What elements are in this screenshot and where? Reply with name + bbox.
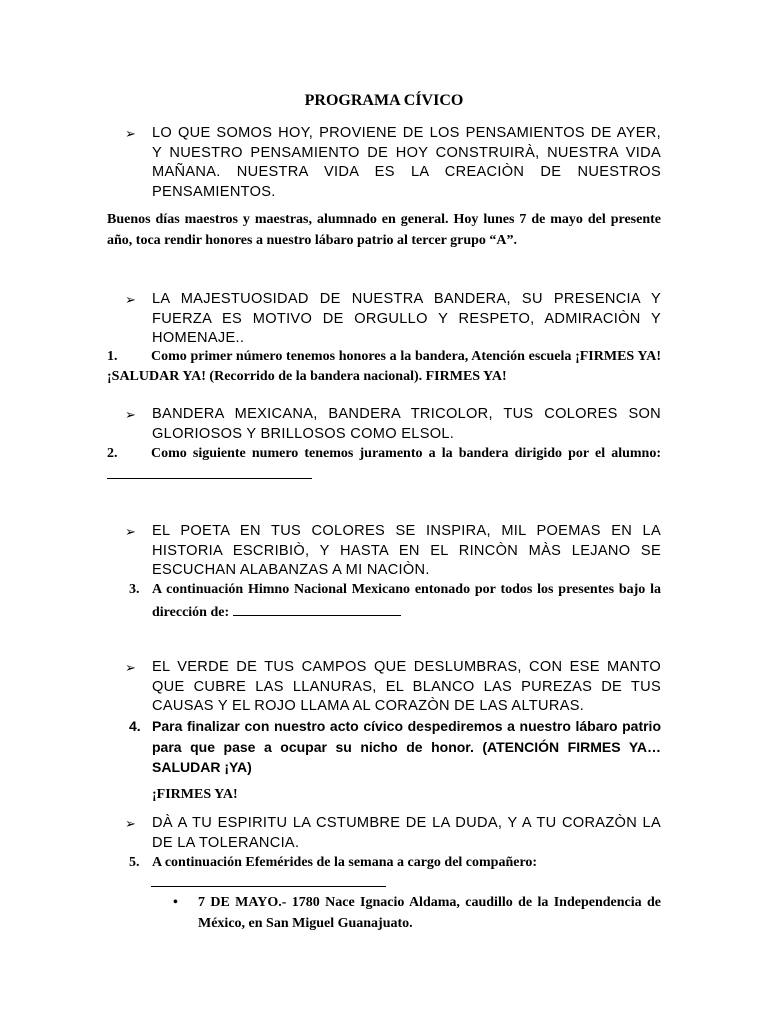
companion-blank-line [151, 886, 386, 887]
director-blank-line [233, 601, 401, 616]
bullet-item [125, 124, 661, 202]
bullet-item [125, 290, 661, 349]
efemeride-item [173, 893, 661, 934]
bullet-item [125, 658, 661, 717]
item-text: Como siguiente numero tenemos juramento a la bandera dirigido por el alumno: [151, 446, 661, 461]
bullet-text: EL VERDE DE TUS CAMPOS QUE DESLUMBRAS, CON ESE MANTO QUE CUBRE LAS LLANURAS, EL BLANCO LAS PUREZAS DE TUS CAUSAS Y EL ROJO LLAMA AL CORAZÒN DE LAS ALTURAS. [152, 659, 661, 714]
bullet-text: BANDERA MEXICANA, BANDERA TRICOLOR, TUS COLORES SON GLORIOSOS Y BRILLOSOS COMO ELSOL. [152, 406, 661, 442]
item-text: Como primer número tenemos honores a la bandera, Atención escuela ¡FIRMES YA! ¡SALUDAR YA! (Recorrido de la bandera nacional). FIRMES YA! [107, 349, 661, 384]
page-title: PROGRAMA CÍVICO [304, 92, 464, 109]
arrow-bullet-icon: ➢ [125, 292, 136, 307]
item-number: 1. [107, 349, 118, 364]
item-text: A continuación Efemérides de la semana a cargo del compañero: [152, 855, 538, 870]
item-number: 2. [107, 446, 118, 461]
item-number: 3. [129, 582, 140, 597]
bullet-item [125, 814, 661, 853]
program-item-3 [129, 580, 661, 623]
arrow-bullet-icon: ➢ [125, 126, 136, 141]
item-number: 4. [129, 718, 141, 734]
bullet-text: LO QUE SOMOS HOY, PROVIENE DE LOS PENSAMIENTOS DE AYER, Y NUESTRO PENSAMIENTO DE HOY CONSTRUIRÀ, NUESTRA VIDA MAÑANA. NUESTRA VIDA ES LA CREACIÒN DE NUESTROS PENSAMIENTOS. [152, 125, 661, 200]
efemeride-text: 7 DE MAYO.- 1780 Nace Ignacio Aldama, caudillo de la Independencia de México, en San Miguel Guanajuato. [198, 895, 661, 931]
bullet-text: LA MAJESTUOSIDAD DE NUESTRA BANDERA, SU PRESENCIA Y FUERZA ES MOTIVO DE ORGULLO Y RESPETO, ADMIRACIÒN Y HOMENAJE.. [152, 291, 661, 346]
bullet-item [125, 522, 661, 581]
program-item-5 [129, 853, 661, 874]
arrow-bullet-icon: ➢ [125, 660, 136, 675]
item-text: A continuación Himno Nacional Mexicano entonado por todos los presentes bajo la dirección de: [152, 582, 661, 620]
item-number: 5. [129, 855, 140, 870]
dot-bullet-icon: • [173, 895, 178, 910]
bullet-text: EL POETA EN TUS COLORES SE INSPIRA, MIL POEMAS EN LA HISTORIA ESCRIBIÒ, Y HASTA EN EL RINCÒN MÀS LEJANO SE ESCUCHAN ALABANZAS A MI NACIÒN. [152, 523, 661, 578]
bullet-text: DÀ A TU ESPIRITU LA CSTUMBRE DE LA DUDA, Y A TU CORAZÒN LA DE LA TOLERANCIA. [152, 815, 661, 851]
arrow-bullet-icon: ➢ [125, 407, 136, 422]
name-blank-line [107, 464, 312, 479]
arrow-bullet-icon: ➢ [125, 524, 136, 539]
intro-paragraph: Buenos días maestros y maestras, alumnado en general. Hoy lunes 7 de mayo del presente año, toca rendir honores a nuestro lábaro patrio al tercer grupo “A”. [107, 212, 661, 248]
item-text: Para finalizar con nuestro acto cívico despediremos a nuestro lábaro patrio para que pase a ocupar su nicho de honor. (ATENCIÓN FIRMES YA… SALUDAR ¡YA) [152, 718, 661, 775]
firmes-text: ¡FIRMES YA! [152, 787, 238, 802]
arrow-bullet-icon: ➢ [125, 816, 136, 831]
program-item-1 [107, 347, 661, 387]
bullet-item [125, 405, 661, 444]
program-item-2 [107, 444, 661, 486]
program-item-4 [129, 716, 661, 778]
